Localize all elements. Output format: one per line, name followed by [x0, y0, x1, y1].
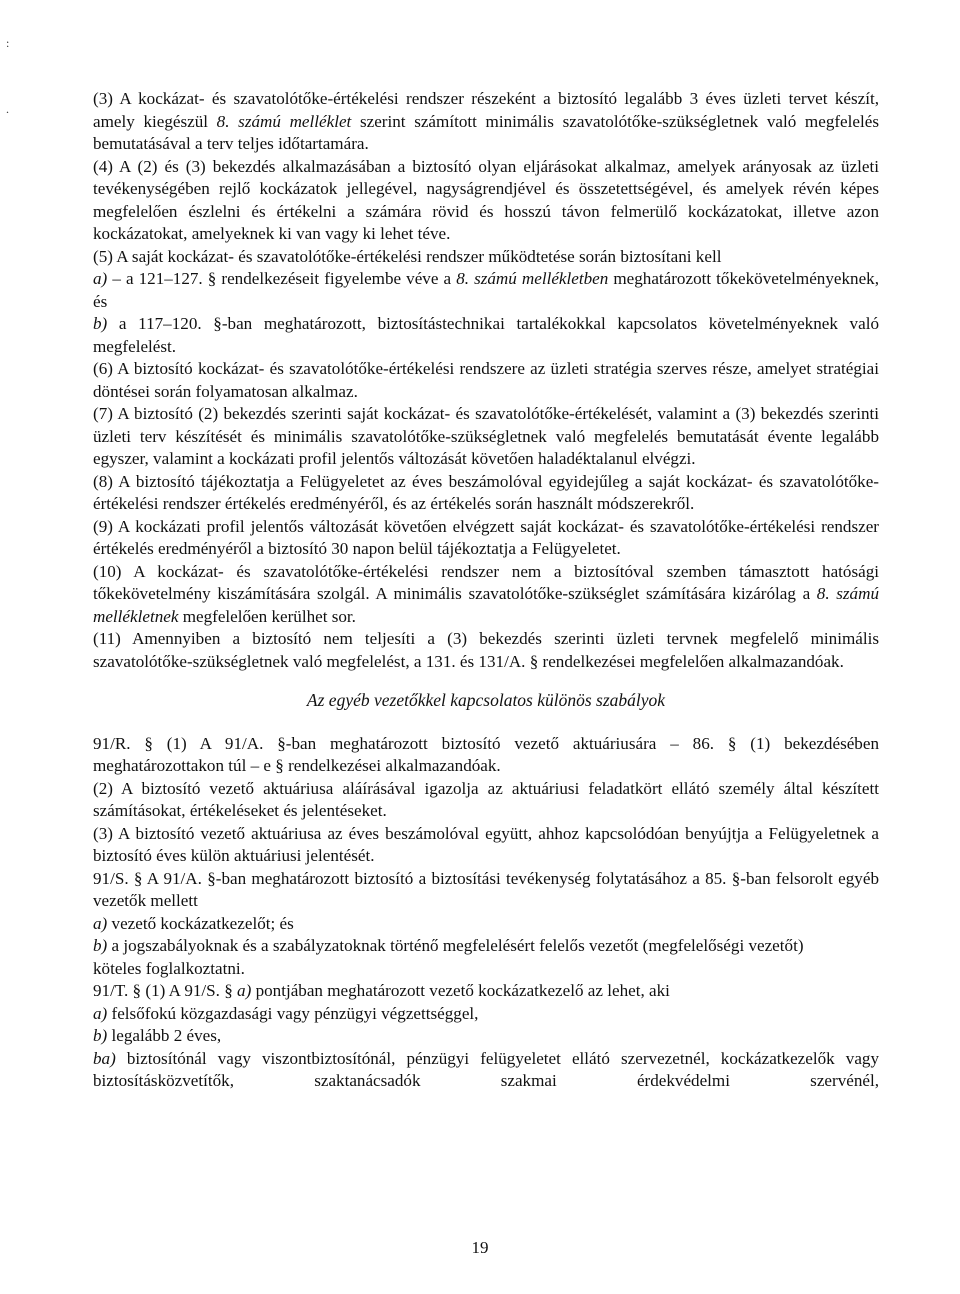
- text-run: (2) A biztosító vezető aktuáriusa aláírásával igazolja az aktuáriusi feladatkört ellátó személy által készített számításokat, értékeléseket és jelentéseket.: [93, 778, 879, 820]
- paragraph: [93, 913, 879, 936]
- text-run: pontjában meghatározott vezető kockázatkezelő az lehet, aki: [251, 981, 670, 1000]
- italic-run: ba): [93, 1048, 116, 1068]
- italic-run: 8. számú mellékletben: [456, 269, 609, 288]
- paragraph: [93, 88, 879, 156]
- text-run: (5) A saját kockázat- és szavatolótőke-értékelési rendszer működtetése során biztosítani kell: [93, 246, 722, 266]
- section-heading: Az egyéb vezetőkkel kapcsolatos különös szabályok: [306, 690, 666, 710]
- text-run: – a 121–127. § rendelkezéseit figyelembe véve a: [107, 269, 457, 288]
- text-run: a 117–120. §-ban meghatározott, biztosítástechnikai tartalékokkal kapcsolatos követelményeknek való megfelelést.: [93, 314, 879, 356]
- paragraph: [93, 823, 879, 868]
- paragraph: [93, 935, 879, 958]
- text-run: megfelelően kerülhet sor.: [178, 606, 356, 626]
- paragraph: [93, 733, 879, 778]
- paragraph: [93, 778, 879, 823]
- text-run: legalább 2 éves,: [107, 1026, 222, 1045]
- italic-run: a): [93, 269, 108, 288]
- text-run: (11) Amennyiben a biztosító nem teljesíti a (3) bekezdés szerinti üzleti tervnek megfelelő minimális szavatolótőke-szükségletnek való megfelelést, a 131. és 131/A. § rendelkezései megfelelően alkalmazandóak.: [93, 629, 879, 671]
- text-run: (4) A (2) és (3) bekezdés alkalmazásában a biztosító olyan eljárásokat alkalmaz, amelyek arányosak az üzleti tevékenységében rejlő kockázatok jellegével, nagyságrendjével és összetettségével, és amelyek révén képes megfelelően észlelni és értékelni a számára rövid és hosszú távon felmerülő kockázatokat, illetve azon kockázatokat, amelyeknek ki van vagy ki lehet téve.: [93, 156, 879, 243]
- paragraph: [93, 1048, 879, 1093]
- text-run: 91/S. § A 91/A. §-ban meghatározott biztosító a biztosítási tevékenység folytatásához a 85. §-ban felsorolt egyéb vezetők mellett: [93, 868, 879, 910]
- italic-run: a): [93, 1003, 108, 1023]
- italic-run: b): [93, 314, 108, 333]
- paragraph: [93, 980, 879, 1003]
- text-run: a jogszabályoknak és a szabályzatoknak történő megfelelésért felelős vezetőt (megfelelőségi vezetőt): [107, 936, 804, 955]
- section-paragraphs-2: [93, 733, 879, 1093]
- italic-run: 8. számú mellékletnek: [93, 584, 879, 626]
- margin-marks: [6, 36, 9, 116]
- paragraph: [93, 561, 879, 629]
- text-run: (6) A biztosító kockázat- és szavatolótőke-értékelési rendszere az üzleti stratégia szerves része, amelyet stratégiai döntései során folyamatosan alkalmaz.: [93, 359, 879, 401]
- text-run: (7) A biztosító (2) bekezdés szerinti saját kockázat- és szavatolótőke-értékelését, valamint a (3) bekezdés szerinti üzleti terv készítését és minimális szavatolótőke-szükségletnek való megfelelés bemutatását évente legalább egyszer, valamint a kockázati profil jelentős változását követően haladéktalanul elvégzi.: [93, 404, 879, 468]
- text-run: meghatározott tőkekövetelményeknek, és: [93, 269, 879, 311]
- text-run: 91/T. § (1) A 91/S. §: [93, 981, 238, 1000]
- text-run: vezető kockázatkezelőt; és: [107, 913, 294, 933]
- text-run: (9) A kockázati profil jelentős változását követően elvégzett saját kockázat- és szavatolótőke-értékelési rendszer értékelés eredményéről a biztosító 30 napon belül tájékoztatja a Felügyeletet.: [93, 516, 879, 558]
- paragraph: [93, 868, 879, 913]
- italic-run: 8. számú melléklet: [216, 111, 352, 131]
- paragraph: [93, 313, 879, 358]
- text-run: szerint számított minimális szavatolótőke-szükségletnek való megfelelés bemutatásával a terv teljes időtartamára.: [93, 111, 879, 153]
- italic-run: a): [237, 981, 252, 1000]
- paragraph: [93, 471, 879, 516]
- section-paragraphs: [93, 88, 879, 673]
- document-body: [93, 88, 879, 1093]
- paragraph: [93, 403, 879, 471]
- text-run: (3) A kockázat- és szavatolótőke-értékelési rendszer részeként a biztosító legalább 3 éves üzleti tervet készít, amely kiegészül: [93, 89, 879, 131]
- paragraph: [93, 958, 879, 981]
- text-run: (8) A biztosító tájékoztatja a Felügyeletet az éves beszámolóval egyidejűleg a saját kockázat- és szavatolótőke-értékelési rendszer értékelés eredményéről, és az értékelés során használt módszerekről.: [93, 471, 879, 513]
- text-run: (3) A biztosító vezető aktuáriusa az éves beszámolóval együtt, ahhoz kapcsolódóan benyújtja a Felügyeletnek a biztosító éves külön aktuáriusi jelentését.: [93, 823, 879, 865]
- paragraph: [93, 156, 879, 246]
- paragraph: [93, 268, 879, 313]
- italic-run: a): [93, 913, 108, 933]
- text-run: köteles foglalkoztatni.: [93, 958, 245, 978]
- margin-mark: :: [6, 36, 10, 50]
- text-run: biztosítónál vagy viszontbiztosítónál, pénzügyi felügyeletet ellátó szervezetnél, kockázatkezelők vagy biztosításközvetítők, szaktanácsadók szakmai érdekvédelmi szervénél,: [93, 1048, 879, 1090]
- paragraph: [93, 1003, 879, 1026]
- text-run: (10) A kockázat- és szavatolótőke-értékelési rendszer nem a biztosítóval szemben támasztott hatósági tőkekövetelmény kiszámítására szolgál. A minimális szavatolótőke-szükséglet számítására kizárólag a: [93, 561, 879, 603]
- paragraph: [93, 246, 879, 269]
- paragraph: [93, 358, 879, 403]
- text-run: felsőfokú közgazdasági vagy pénzügyi végzettséggel,: [107, 1003, 479, 1023]
- paragraph: [93, 1025, 879, 1048]
- paragraph: [93, 516, 879, 561]
- margin-mark: .: [6, 102, 9, 116]
- text-run: 91/R. § (1) A 91/A. §-ban meghatározott biztosító vezető aktuáriusára – 86. § (1) bekezdésében meghatározottakon túl – e § rendelkezései alkalmazandóak.: [93, 733, 879, 775]
- paragraph: [93, 628, 879, 673]
- italic-run: b): [93, 1026, 108, 1045]
- italic-run: b): [93, 936, 108, 955]
- page-number: 19: [471, 1238, 489, 1257]
